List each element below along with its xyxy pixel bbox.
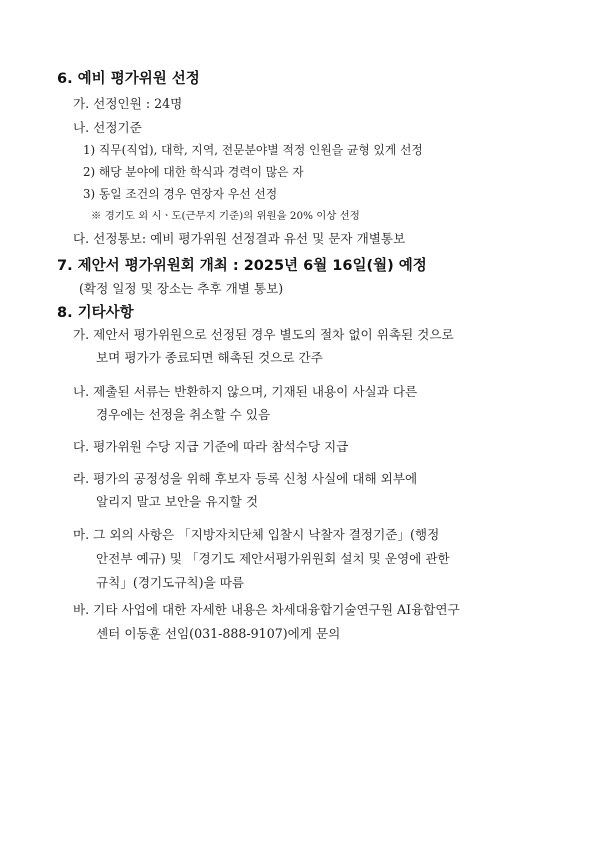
schedule-note: (확정 일정 및 장소는 추후 개별 통보) — [79, 281, 284, 296]
section-7-heading: 7. 제안서 평가위원회 개최 : 2025년 6월 16일(월) 예정 — [57, 258, 427, 274]
item-ma-line-1: 마. 그 외의 사항은 「지방자치단체 입찰시 낙찰자 결정기준」(행정 — [73, 527, 440, 542]
item-ra-line-1: 라. 평가의 공정성을 위해 후보자 등록 신청 사실에 대해 외부에 — [73, 471, 418, 486]
section-8-heading: 8. 기타사항 — [57, 305, 134, 321]
item-ba-line-2: 센터 이동훈 선임(031-888-9107)에게 문의 — [96, 626, 341, 641]
selection-count: 가. 선정인원 : 24명 — [73, 96, 183, 111]
item-da-line-1: 다. 평가위원 수당 지급 기준에 따라 참석수당 지급 — [73, 439, 349, 454]
criteria-item-2: 2) 해당 분야에 대한 학식과 경력이 많은 자 — [83, 165, 304, 179]
item-ra-line-2: 알리지 말고 보안을 유지할 것 — [96, 494, 258, 509]
criteria-item-1: 1) 직무(직업), 대학, 지역, 전문분야별 적정 인원을 균형 있게 선정 — [83, 143, 423, 157]
criteria-note: ※ 경기도 외 시ㆍ도(근무지 기준)의 위원을 20% 이상 선정 — [91, 210, 360, 222]
item-ma-line-2: 안전부 예규) 및 「경기도 제안서평가위원회 설치 및 운영에 관한 — [96, 551, 450, 566]
item-na-line-2: 경우에는 선정을 취소할 수 있음 — [96, 407, 271, 422]
item-ma-line-3: 규칙」(경기도규칙)을 따름 — [96, 575, 245, 590]
criteria-item-3: 3) 동일 조건의 경우 연장자 우선 선정 — [83, 187, 278, 201]
selection-criteria-label: 나. 선정기준 — [73, 120, 142, 135]
section-6-heading: 6. 예비 평가위원 선정 — [57, 71, 200, 87]
item-ga-line-1: 가. 제안서 평가위원으로 선정된 경우 별도의 절차 없이 위촉된 것으로 — [73, 327, 454, 342]
selection-notice: 다. 선정통보: 예비 평가위원 선정결과 유선 및 문자 개별통보 — [73, 231, 406, 246]
item-ba-line-1: 바. 기타 사업에 대한 자세한 내용은 차세대융합기술연구원 AI융합연구 — [73, 602, 460, 617]
item-ga-line-2: 보며 평가가 종료되면 해촉된 것으로 간주 — [96, 350, 323, 365]
item-na-line-1: 나. 제출된 서류는 반환하지 않으며, 기재된 내용이 사실과 다른 — [73, 384, 418, 399]
